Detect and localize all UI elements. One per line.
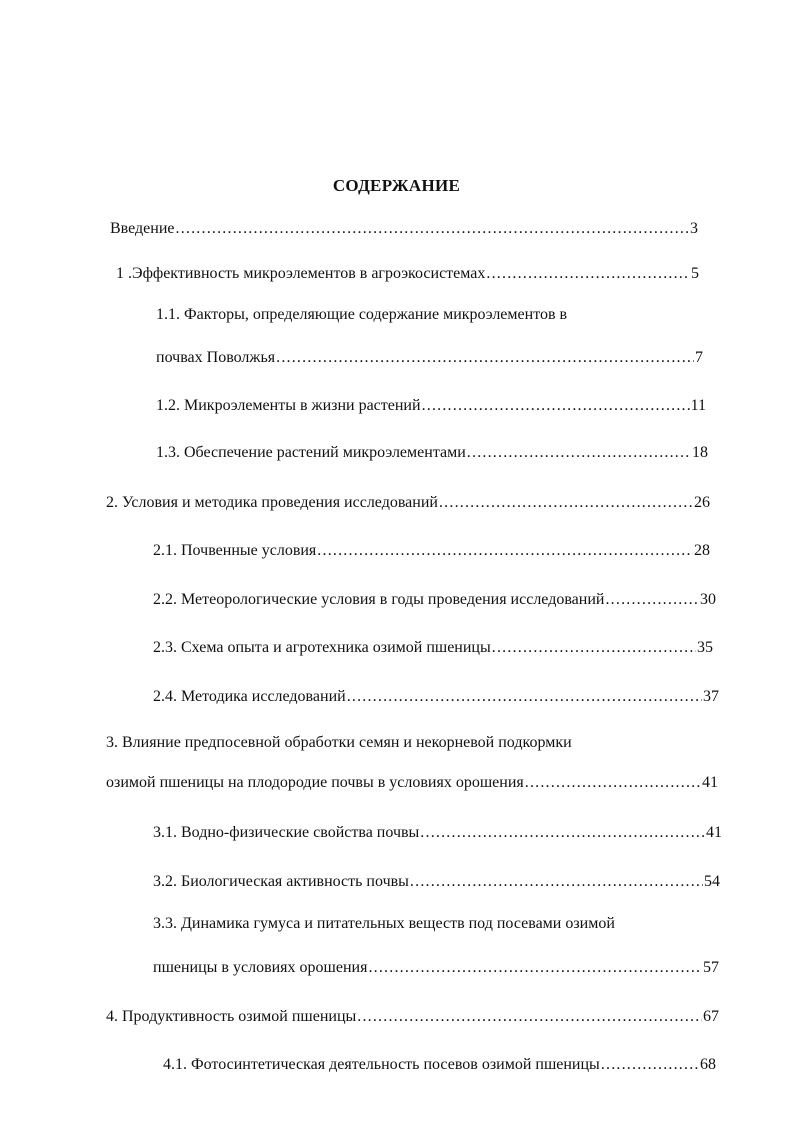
- toc-entry-1-2: [156, 396, 706, 416]
- toc-leader-dots: [422, 396, 690, 416]
- toc-entry-text: 3.2. Биологическая активность почвы: [153, 873, 409, 890]
- toc-entry-1-1-line-1: 1.1. Факторы, определяющие содержание микроэлементов в: [156, 306, 568, 323]
- toc-entry-page: 37: [703, 688, 719, 705]
- toc-entry-introduction: [110, 219, 698, 239]
- toc-leader-dots: [347, 687, 702, 707]
- toc-entry-text: 4. Продуктивность озимой пшеницы: [106, 1008, 357, 1025]
- toc-leader-dots: [439, 493, 693, 513]
- toc-entry-3-3-line-2: [153, 958, 719, 978]
- toc-entry-text: 2.3. Схема опыта и агротехника озимой пшеницы: [153, 639, 491, 656]
- toc-entry-1-3: [156, 443, 708, 463]
- toc-entry-page: 28: [694, 542, 710, 559]
- toc-entry-page: 7: [695, 349, 703, 366]
- toc-leader-dots: [276, 348, 694, 368]
- toc-entry-page: 41: [706, 824, 722, 841]
- toc-leader-dots: [525, 773, 701, 793]
- toc-entry-page: 54: [704, 873, 720, 890]
- page-title: СОДЕРЖАНИЕ: [332, 176, 461, 195]
- toc-entry-text: 1.3. Обеспечение растений микроэлементами: [156, 444, 466, 461]
- toc-entry-chapter-4: [106, 1007, 719, 1027]
- toc-entry-chapter-1: [116, 264, 699, 284]
- toc-entry-text: 1 .Эффективность микроэлементов в агроэкосистемах: [116, 265, 486, 282]
- toc-leader-dots: [176, 219, 690, 239]
- toc-entry-2-3: [153, 638, 713, 658]
- toc-entry-page: 26: [694, 494, 710, 511]
- toc-entry-text: пшеницы в условиях орошения: [153, 959, 368, 976]
- toc-entry-page: 3: [690, 220, 698, 237]
- toc-leader-dots: [420, 823, 705, 843]
- toc-entry-4-1: [163, 1055, 716, 1075]
- toc-leader-dots: [492, 638, 696, 658]
- toc-leader-dots: [317, 541, 693, 561]
- toc-entry-2-4: [153, 687, 719, 707]
- toc-entry-page: 57: [703, 959, 719, 976]
- toc-entry-text: 4.1. Фотосинтетическая деятельность посевов озимой пшеницы: [163, 1056, 600, 1073]
- toc-entry-2-1: [153, 541, 710, 561]
- toc-entry-3-2: [153, 872, 720, 892]
- toc-entry-chapter-3-line-1: 3. Влияние предпосевной обработки семян и некорневой подкормки: [106, 734, 572, 751]
- toc-entry-text: Введение: [110, 220, 175, 237]
- toc-leader-dots: [368, 958, 702, 978]
- toc-entry-page: 30: [700, 591, 716, 608]
- toc-entry-page: 18: [692, 444, 708, 461]
- toc-leader-dots: [410, 872, 703, 892]
- toc-entry-chapter-3-line-2: [106, 773, 718, 793]
- toc-entry-page: 11: [690, 397, 706, 414]
- toc-entry-text: 2.1. Почвенные условия: [153, 542, 317, 559]
- toc-entry-page: 68: [700, 1056, 716, 1073]
- toc-entry-text: 3.1. Водно-физические свойства почвы: [153, 824, 420, 841]
- toc-entry-text: 1.2. Микроэлементы в жизни растений: [156, 397, 421, 414]
- toc-entry-page: 35: [697, 639, 713, 656]
- toc-entry-1-1-line-2: [156, 348, 703, 368]
- toc-entry-2-2: [153, 590, 716, 610]
- toc-entry-text: 2.2. Метеорологические условия в годы проведения исследований: [153, 591, 605, 608]
- toc-entry-3-1: [153, 823, 722, 843]
- toc-entry-text: 2.4. Методика исследований: [153, 688, 346, 705]
- toc-leader-dots: [601, 1055, 699, 1075]
- toc-entry-text: 2. Условия и методика проведения исследований: [106, 494, 438, 511]
- toc-entry-page: 41: [702, 774, 718, 791]
- toc-entry-text: озимой пшеницы на плодородие почвы в условиях орошения: [106, 774, 524, 791]
- toc-entry-3-3-line-1: 3.3. Динамика гумуса и питательных веществ под посевами озимой: [153, 915, 615, 932]
- toc-leader-dots: [357, 1007, 702, 1027]
- toc-leader-dots: [486, 264, 690, 284]
- toc-leader-dots: [467, 443, 691, 463]
- toc-entry-page: 5: [691, 265, 699, 282]
- toc-leader-dots: [605, 590, 699, 610]
- toc-entry-chapter-2: [106, 493, 710, 513]
- toc-entry-page: 67: [703, 1008, 719, 1025]
- toc-entry-text: почвах Поволжья: [156, 349, 276, 366]
